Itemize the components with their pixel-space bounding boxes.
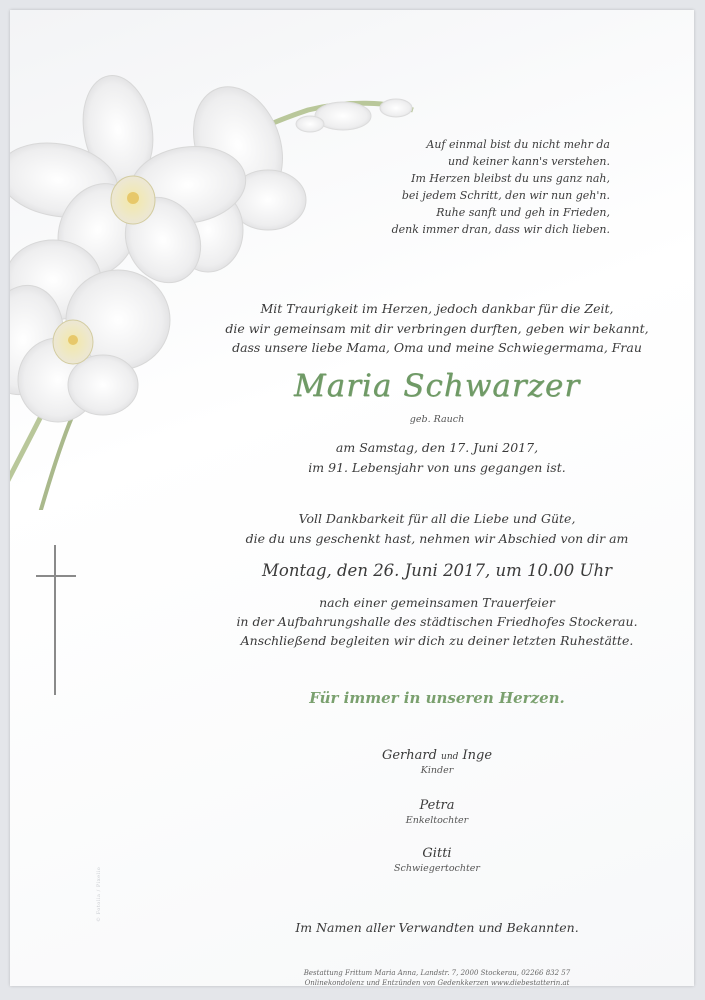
poem-line: Im Herzen bleibst du uns ganz nah, [411, 172, 610, 185]
gratitude-line: die du uns geschenkt hast, nehmen wir Abschied von dir am [245, 530, 629, 546]
passing-text [190, 438, 684, 477]
intro-line: die wir gemeinsam mit dir verbringen durften, geben wir bekannt, [225, 320, 649, 336]
ceremony-line: in der Aufbahrungshalle des städtischen Friedhofes Stockerau. [236, 614, 638, 629]
intro-line: dass unsere liebe Mama, Oma und meine Schwiegermama, Frau [232, 340, 642, 355]
family-entry [190, 798, 684, 826]
poem-line: denk immer dran, dass wir dich lieben. [391, 223, 610, 236]
intro-text [190, 299, 684, 358]
poem-line: Ruhe sanft und geh in Frieden, [436, 206, 610, 219]
family-name: Gitti [422, 846, 452, 861]
motto: Für immer in unseren Herzen. [309, 689, 565, 707]
poem-line: bei jedem Schritt, den wir nun geh'n. [401, 189, 610, 202]
family-names [190, 748, 684, 763]
footer [190, 968, 684, 986]
family-entry [190, 846, 684, 874]
gratitude-line: Voll Dankbarkeit für all die Liebe und Güte, [298, 511, 576, 526]
ceremony-text [190, 593, 684, 650]
family-role: Schwiegertochter [394, 863, 480, 874]
poem-line: und keiner kann's verstehen. [447, 155, 610, 168]
intro-line: Mit Traurigkeit im Herzen, jedoch dankbar für die Zeit, [260, 301, 614, 316]
funeral-date: Montag, den 26. Juni 2017, um 10.00 Uhr [262, 561, 612, 580]
family-name: Petra [419, 798, 455, 813]
family-entry [190, 748, 684, 776]
poem-line: Auf einmal bist du nicht mehr da [426, 138, 610, 151]
image-credit: © Fotolia / Pixelio [96, 866, 102, 922]
family-name: Inge [462, 748, 493, 763]
family-joiner: und [441, 752, 459, 762]
footer-line: Onlinekondolenz und Entzünden von Gedenkkerzen www.diebestatterin.at [304, 979, 570, 986]
family-name: Gerhard [381, 748, 437, 763]
ceremony-line: Anschließend begleiten wir dich zu deiner letzten Ruhestätte. [240, 633, 634, 648]
gratitude-text [190, 509, 684, 548]
ceremony-line: nach einer gemeinsamen Trauerfeier [319, 595, 555, 610]
passing-line: im 91. Lebensjahr von uns gegangen ist. [308, 459, 566, 475]
deceased-name: Maria Schwarzer [293, 368, 581, 404]
passing-line: am Samstag, den 17. Juni 2017, [335, 440, 539, 455]
closing-text: Im Namen aller Verwandten und Bekannten. [295, 920, 579, 935]
birth-name: geb. Rauch [409, 414, 465, 425]
footer-line: Bestattung Frittum Maria Anna, Landstr. 7, 2000 Stockerau, 02266 832 57 [303, 969, 571, 977]
family-role: Enkeltochter [405, 815, 469, 826]
cross-icon [36, 545, 76, 695]
obituary-card [10, 10, 694, 986]
poem [310, 136, 610, 238]
family-role: Kinder [420, 765, 454, 776]
